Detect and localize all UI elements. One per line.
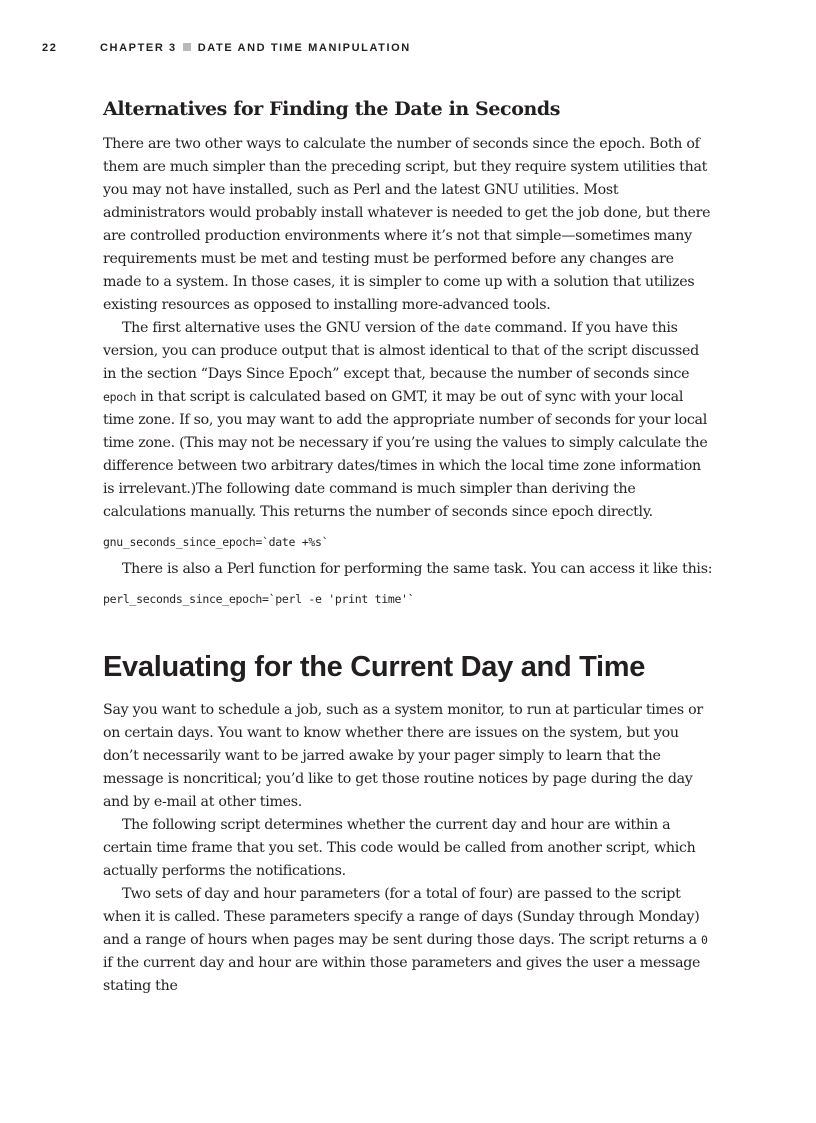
inline-code: date — [464, 321, 491, 335]
running-header — [0, 42, 816, 58]
chapter-label: CHAPTER 3 — [100, 42, 177, 54]
paragraph: Two sets of day and hour parameters (for a total of four) are passed to the script when it is called. These parameters specify a range of days (Sunday through Monday) and a range of hours when pages may be sent during those days. The script returns a 0 if the current day and hour are within those parameters and gives the user a message stating the — [103, 886, 708, 994]
chapter-title: DATE AND TIME MANIPULATION — [197, 42, 411, 54]
page-number: 22 — [42, 42, 58, 54]
paragraph: The following script determines whether the current day and hour are within a certain time frame that you set. This code would be called from another script, which actually performs the notifications. — [103, 817, 696, 879]
code-block: perl_seconds_since_epoch=`perl -e 'print time'` — [103, 592, 415, 606]
paragraph: There are two other ways to calculate the number of seconds since the epoch. Both of them are much simpler than the preceding script, but they require system utilities that you may not have installed, such as Perl and the latest GNU utilities. Most administrators would probably install whatever is needed to get the job done, but there are controlled production environments where it’s not that simple—sometimes many requirements must be met and testing must be performed before any changes are made to a system. In those cases, it is simpler to come up with a solution that utilizes existing resources as opposed to installing more-advanced tools. — [103, 136, 711, 313]
separator-square-icon — [183, 43, 191, 51]
section-heading-evaluating: Evaluating for the Current Day and Time — [103, 651, 646, 683]
chapter-heading — [100, 42, 411, 54]
inline-code: 0 — [701, 933, 708, 947]
paragraph: There is also a Perl function for performing the same task. You can access it like this: — [122, 561, 713, 577]
page-body — [103, 96, 715, 998]
code-block: gnu_seconds_since_epoch=`date +%s` — [103, 535, 329, 549]
inline-code: epoch — [103, 390, 137, 404]
paragraph: The first alternative uses the GNU version of the date command. If you have this version, you can produce output that is almost identical to that of the script discussed in the section “Days Since Epoch” except that, because the number of seconds since epoch in that script is calculated based on GMT, it may be out of sync with your local time zone. If so, you may want to add the appropriate number of seconds for your local time zone. (This may not be necessary if you’re using the values to simply calculate the difference between two arbitrary dates/times in which the local time zone information is irrelevant.)The following date command is much simpler than deriving the calculations manually. This returns the number of seconds since epoch directly. — [103, 320, 708, 520]
section-heading-alternatives: Alternatives for Finding the Date in Seconds — [103, 98, 561, 120]
paragraph: Say you want to schedule a job, such as a system monitor, to run at particular times or on certain days. You want to know whether there are issues on the system, but you don’t necessarily want to be jarred awake by your pager simply to learn that the message is noncritical; you’d like to get those routine notices by page during the day and by e-mail at other times. — [103, 702, 703, 810]
